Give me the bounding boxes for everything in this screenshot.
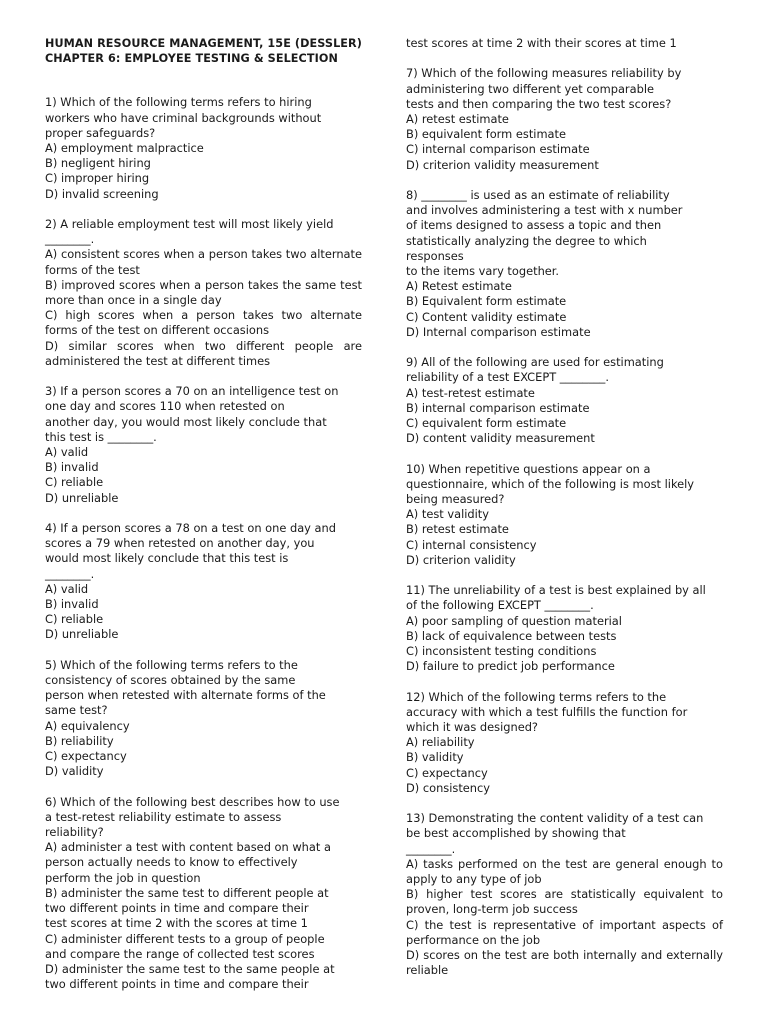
answer-option: B) equivalent form estimate: [406, 127, 567, 142]
question-stem-line: another day, you would most likely conclude that: [45, 414, 327, 429]
answer-option: B) invalid: [45, 460, 99, 475]
answer-option: A) tasks performed on the test are general enough to apply to any type of job: [406, 856, 723, 887]
question-stem-line: 9) All of the following are used for estimating: [406, 355, 664, 370]
question-13: [406, 811, 723, 978]
question-10: [406, 462, 723, 568]
question-6: [45, 795, 362, 993]
question-stem-line: reliability?: [45, 825, 104, 840]
question-4: [45, 521, 362, 643]
question-12: [406, 690, 723, 796]
question-stem-line: workers who have criminal backgrounds without: [45, 110, 322, 125]
question-stem-line: ________.: [45, 232, 95, 247]
answer-option: A) equivalency: [45, 718, 130, 733]
answer-option: C) internal consistency: [406, 537, 537, 552]
question-stem-line: be best accomplished by showing that: [406, 826, 626, 841]
question-stem-line: accuracy with which a test fulfills the function for: [406, 704, 688, 719]
answer-option: A) administer a test with content based on what a: [45, 840, 331, 855]
answer-option: and compare the range of collected test scores: [45, 946, 315, 961]
answer-option: C) inconsistent testing conditions: [406, 644, 597, 659]
question-stem-line: 13) Demonstrating the content validity of a test can: [406, 811, 704, 826]
answer-option: C) administer different tests to a group of people: [45, 931, 325, 946]
answer-option: A) retest estimate: [406, 112, 509, 126]
answer-option: B) Equivalent form estimate: [406, 294, 567, 309]
question-stem-line: ________.: [45, 566, 95, 581]
question-stem-line: 1) Which of the following terms refers to hiring: [45, 95, 312, 110]
answer-option: person actually needs to know to effectively: [45, 855, 298, 870]
answer-option: A) poor sampling of question material: [406, 613, 622, 628]
answer-option: D) criterion validity: [406, 552, 516, 567]
answer-option: B) retest estimate: [406, 522, 509, 537]
answer-option: B) administer the same test to different people at: [45, 885, 329, 900]
question-stem-line: person when retested with alternate forms of the: [45, 688, 326, 703]
answer-option: D) scores on the test are both internally and externally reliable: [406, 948, 723, 978]
answer-option: A) valid: [45, 581, 89, 596]
question-stem-line: consistency of scores obtained by the same: [45, 673, 296, 688]
question-9: [406, 355, 723, 446]
question-11: [406, 583, 723, 674]
answer-option: C) reliable: [45, 612, 104, 627]
answer-option: B) higher test scores are statistically equivalent to proven, long-term job success: [406, 887, 723, 917]
question-stem-line: 6) Which of the following best describes how to use: [45, 794, 340, 809]
answer-option: D) unreliable: [45, 627, 119, 642]
answer-option: C) the test is representative of important aspects of performance on the job: [406, 917, 723, 947]
answer-option: D) failure to predict job performance: [406, 659, 615, 674]
answer-option: A) employment malpractice: [45, 141, 204, 156]
question-stem-line: this test is ________.: [45, 429, 157, 444]
question-stem-line: responses: [406, 248, 464, 263]
question-stem-line: 8) ________ is used as an estimate of reliability: [406, 188, 670, 202]
answer-option: C) equivalent form estimate: [406, 416, 567, 431]
answer-option: B) validity: [406, 750, 464, 765]
question-stem-line: questionnaire, which of the following is most likely: [406, 476, 695, 491]
question-8: [406, 188, 723, 340]
answer-option: C) reliable: [45, 475, 104, 490]
answer-option: C) expectancy: [406, 765, 488, 780]
question-stem-line: statistically analyzing the degree to which: [406, 233, 647, 248]
question-stem-line: and involves administering a test with x number: [406, 203, 683, 218]
question-7: [406, 66, 723, 172]
answer-option: two different points in time and compare their: [45, 901, 309, 916]
question-stem-line: proper safeguards?: [45, 125, 156, 140]
answer-option: C) improper hiring: [45, 171, 150, 186]
question-3: [45, 384, 362, 506]
question-2: [45, 217, 362, 369]
question-stem-line: same test?: [45, 703, 108, 718]
answer-option: two different points in time and compare their: [45, 977, 309, 992]
left-question-list: [45, 95, 362, 992]
answer-option: test scores at time 2 with the scores at time 1: [45, 916, 308, 931]
question-stem-line: 12) Which of the following terms refers to the: [406, 689, 667, 704]
question-stem-line: ________.: [406, 841, 456, 856]
answer-option: A) reliability: [406, 735, 475, 750]
answer-option: A) test validity: [406, 507, 490, 522]
question-stem-line: 4) If a person scores a 78 on a test on one day and: [45, 521, 336, 536]
question-stem-line: to the items vary together.: [406, 264, 560, 279]
question-stem-line: a test-retest reliability estimate to assess: [45, 809, 282, 824]
question-stem-line: 5) Which of the following terms refers to the: [45, 657, 298, 672]
question-stem-line: administering two different yet comparable: [406, 81, 654, 96]
answer-option: B) lack of equivalence between tests: [406, 628, 617, 643]
answer-option: D) criterion validity measurement: [406, 157, 599, 172]
document-title: HUMAN RESOURCE MANAGEMENT, 15E (DESSLER): [45, 37, 362, 50]
right-question-list: [406, 66, 723, 978]
question-5: [45, 658, 362, 780]
answer-option: D) consistency: [406, 780, 491, 795]
answer-option: C) internal comparison estimate: [406, 142, 590, 157]
answer-option: D) invalid screening: [45, 186, 159, 201]
answer-option: A) test-retest estimate: [406, 385, 535, 400]
question-stem-line: scores a 79 when retested on another day, you: [45, 536, 315, 551]
answer-option: C) expectancy: [45, 749, 127, 764]
question-6-continuation: test scores at time 2 with their scores at time 1: [406, 36, 677, 50]
right-column: [406, 36, 723, 994]
question-stem-line: 7) Which of the following measures reliability by: [406, 66, 682, 81]
answer-option: D) validity: [45, 764, 104, 779]
question-stem-line: one day and scores 110 when retested on: [45, 399, 285, 414]
left-column: [45, 36, 362, 1008]
title-spacer: [45, 66, 362, 95]
question-stem-line: 10) When repetitive questions appear on a: [406, 461, 651, 476]
question-stem-line: which it was designed?: [406, 720, 538, 735]
answer-option: B) improved scores when a person takes the same test more than once in a single day: [45, 277, 362, 308]
answer-option: B) reliability: [45, 733, 114, 748]
answer-option: B) internal comparison estimate: [406, 400, 590, 415]
question-stem-line: being measured?: [406, 492, 505, 507]
answer-option: perform the job in question: [45, 870, 201, 885]
chapter-title: CHAPTER 6: EMPLOYEE TESTING & SELECTION: [45, 52, 338, 66]
question-stem-line: 3) If a person scores a 70 on an intelligence test on: [45, 384, 339, 399]
answer-option: A) Retest estimate: [406, 279, 512, 294]
answer-option: D) unreliable: [45, 490, 119, 505]
question-stem-line: of the following EXCEPT ________.: [406, 598, 594, 613]
answer-option: D) administer the same test to the same people at: [45, 961, 335, 976]
question-1: [45, 95, 362, 201]
question-stem-line: would most likely conclude that this test is: [45, 551, 289, 566]
answer-option: C) Content validity estimate: [406, 309, 567, 324]
answer-option: D) content validity measurement: [406, 431, 595, 446]
answer-option: A) consistent scores when a person takes two alternate forms of the test: [45, 247, 362, 277]
question-stem-line: of items designed to assess a topic and then: [406, 218, 662, 233]
answer-option: D) similar scores when two different people are administered the test at different times: [45, 338, 362, 368]
answer-option: B) invalid: [45, 597, 99, 612]
question-stem-line: tests and then comparing the two test scores?: [406, 96, 672, 111]
question-stem-line: reliability of a test EXCEPT ________.: [406, 370, 609, 385]
answer-option: D) Internal comparison estimate: [406, 324, 591, 339]
answer-option: B) negligent hiring: [45, 156, 151, 171]
answer-option: C) high scores when a person takes two alternate forms of the test on different occasions: [45, 308, 362, 338]
answer-option: A) valid: [45, 445, 89, 460]
question-stem-line: 11) The unreliability of a test is best explained by all: [406, 583, 706, 598]
question-stem-line: 2) A reliable employment test will most likely yield: [45, 217, 334, 232]
